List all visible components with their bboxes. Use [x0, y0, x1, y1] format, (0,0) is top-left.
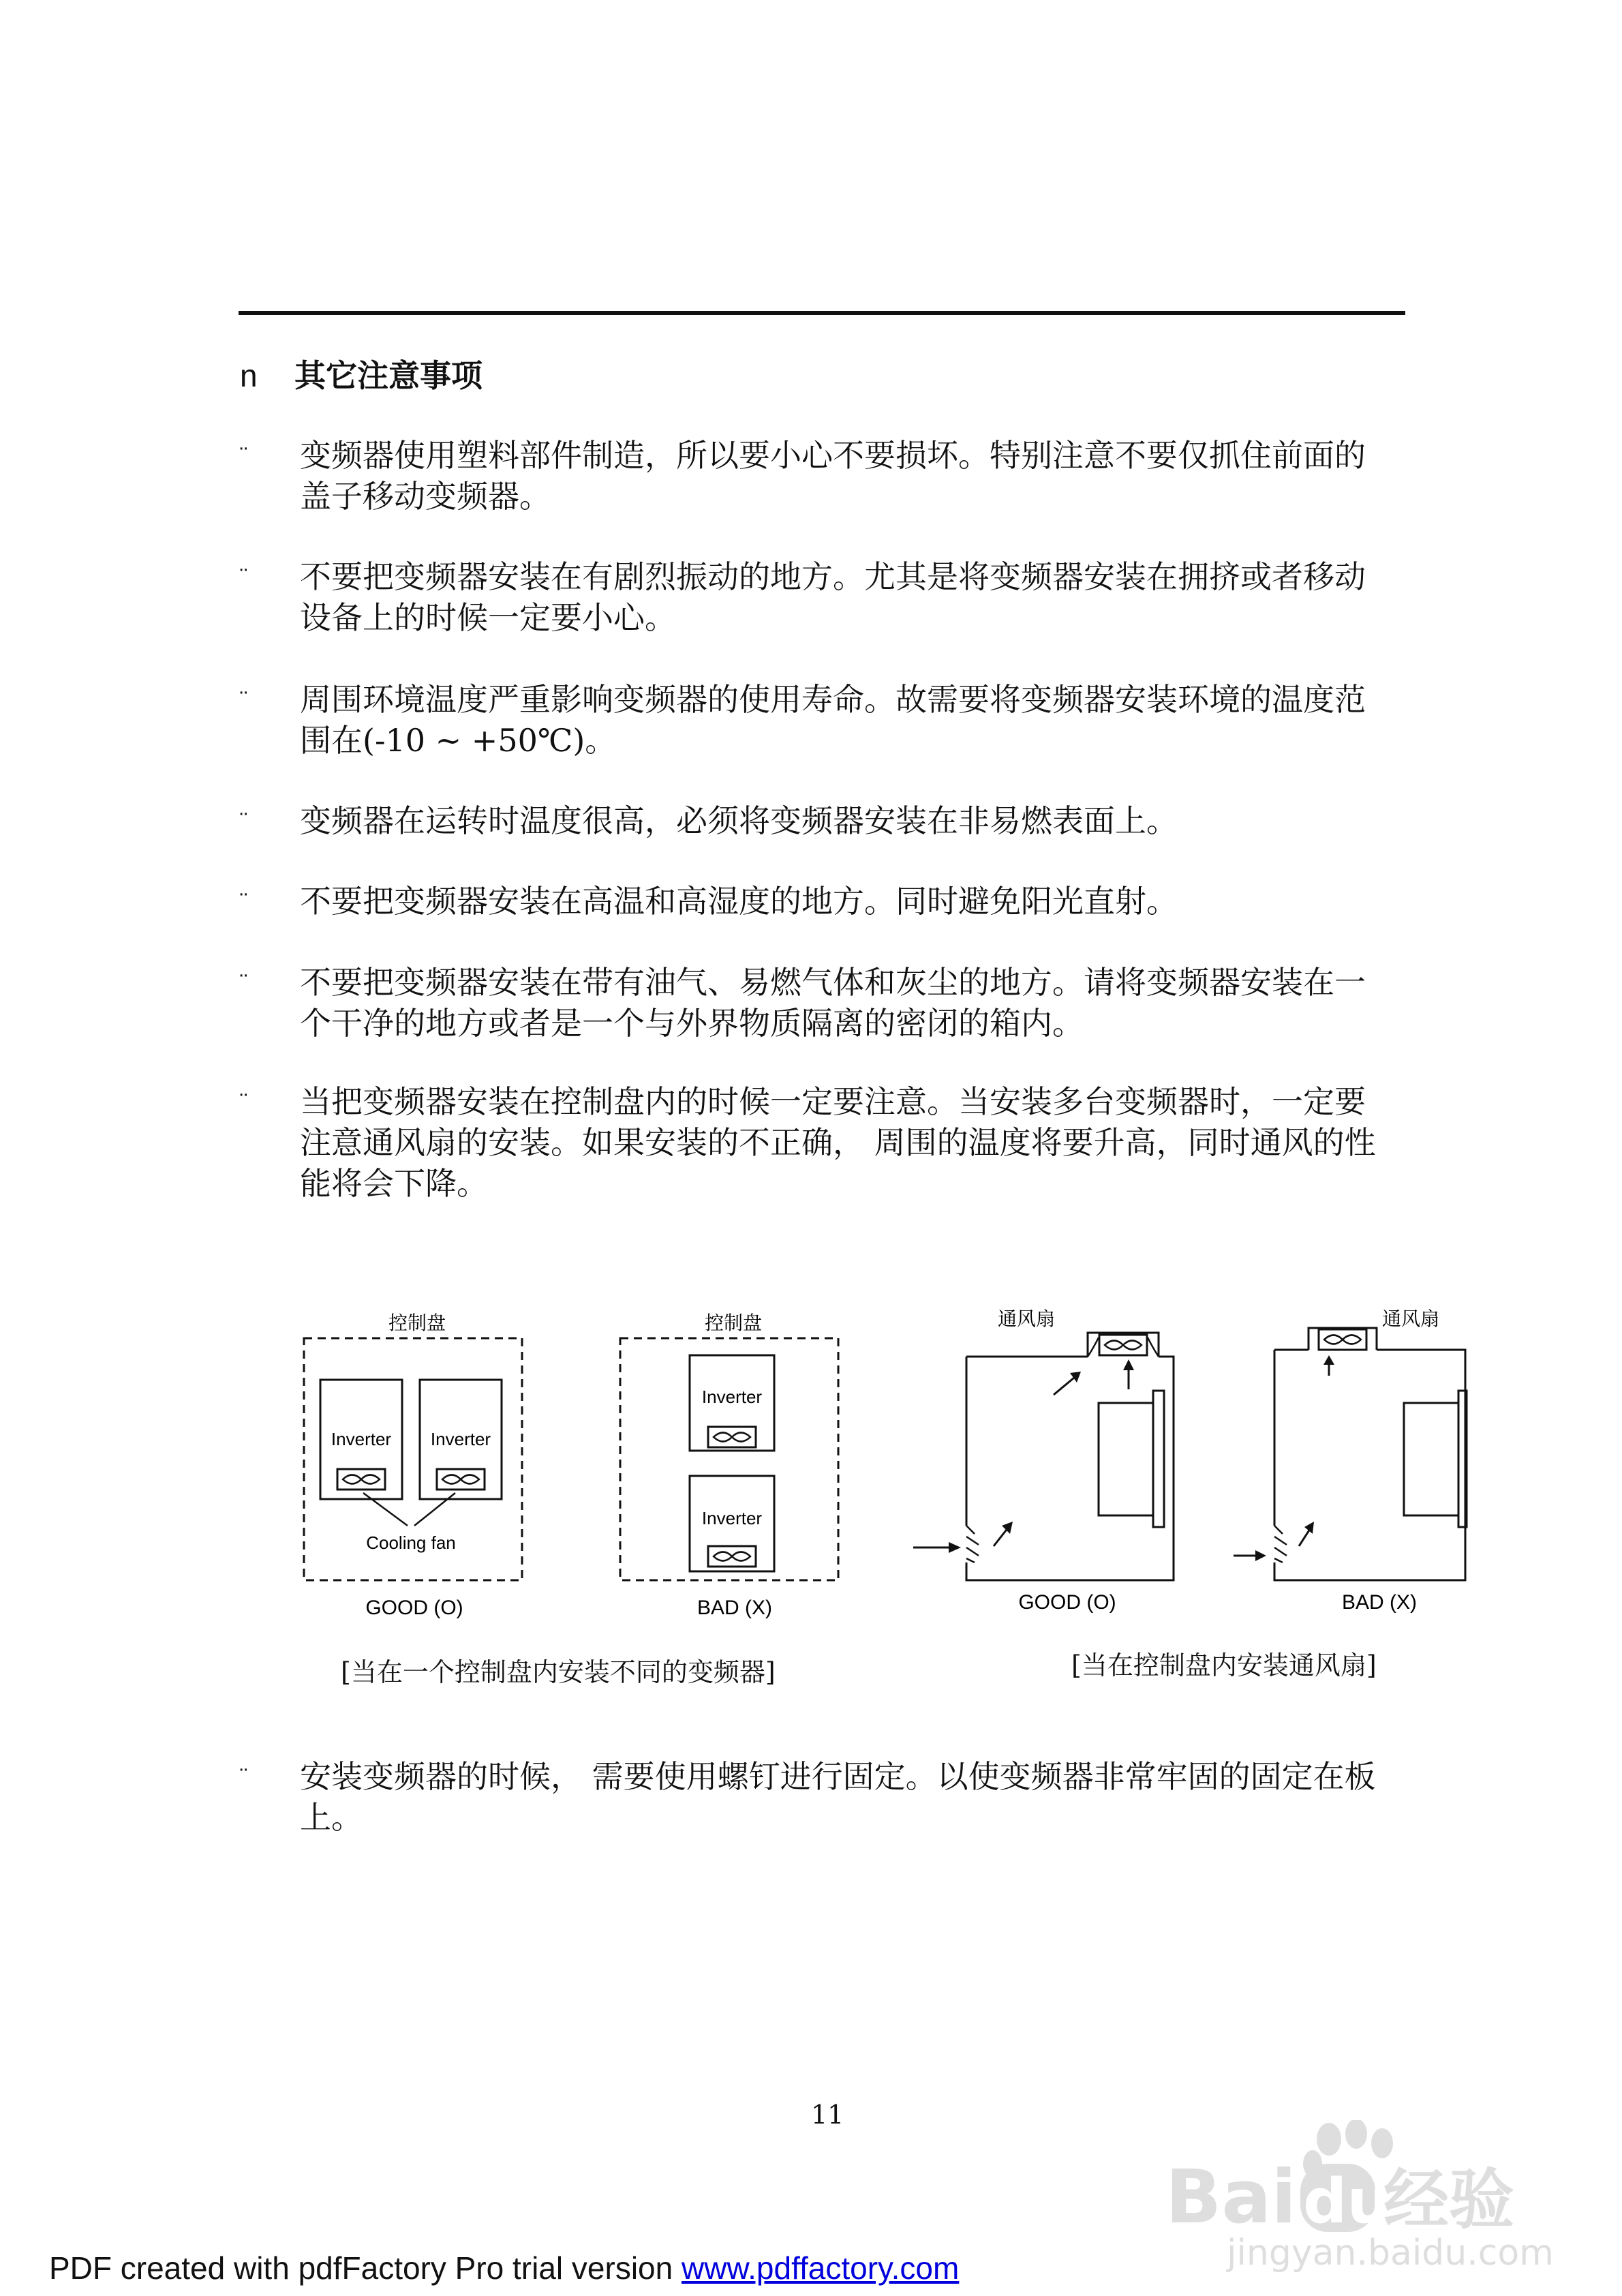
inverter-label: Inverter	[430, 1429, 491, 1449]
svg-text:du: du	[1303, 2166, 1391, 2237]
bullet-marker: ¨	[240, 1764, 248, 1790]
footer-link[interactable]: www.pdffactory.com	[682, 2250, 960, 2286]
svg-text:jingyan.baidu.com: jingyan.baidu.com	[1227, 2233, 1554, 2274]
bullet-line: 变频器使用塑料部件制造，所以要小心不要损坏。特别注意不要仅抓住前面的	[300, 437, 1366, 474]
svg-text:Bai: Bai	[1165, 2155, 1297, 2240]
vent-grille	[1274, 1526, 1287, 1562]
fan-icon	[708, 1546, 756, 1567]
bullet-line: 注意通风扇的安装。如果安装的不正确， 周围的温度将要升高，同时通风的性	[300, 1124, 1376, 1161]
inverter-box	[1099, 1403, 1153, 1515]
panel-label: 控制盘	[388, 1312, 446, 1334]
baidu-watermark-logo	[1159, 2120, 1567, 2277]
footer-text: PDF created with pdfFactory Pro trial version	[49, 2250, 682, 2286]
cooling-fan-label: Cooling fan	[366, 1532, 456, 1553]
bullet-line: 不要把变频器安装在带有油气、易燃气体和灰尘的地方。请将变频器安装在一	[300, 964, 1366, 1001]
bullet-marker: ¨	[240, 809, 248, 834]
pdf-footer	[49, 2250, 959, 2286]
bullet-line: 变频器在运转时温度很高，必须将变频器安装在非易燃表面上。	[300, 802, 1178, 839]
bullet-line: 围在(-10 ~ +50℃)。	[300, 722, 617, 759]
bullet-marker: ¨	[240, 687, 248, 713]
inverter-label: Inverter	[331, 1429, 392, 1449]
ventilation-fan-icon	[1319, 1329, 1366, 1350]
section-marker: n	[240, 358, 258, 393]
fan-icon	[437, 1469, 485, 1490]
caption-left: [当在一个控制盘内安装不同的变频器]	[341, 1657, 776, 1687]
bullet-line: 不要把变频器安装在高温和高湿度的地方。同时避免阳光直射。	[300, 883, 1178, 920]
enclosure-bad	[1274, 1350, 1465, 1580]
bad-label: BAD (X)	[1341, 1591, 1418, 1614]
bullet-marker: ¨	[240, 443, 248, 469]
svg-text:经验: 经验	[1383, 2162, 1514, 2238]
bullet-marker: ¨	[240, 1089, 248, 1115]
good-label: GOOD (O)	[1018, 1591, 1116, 1614]
bullet-marker: ¨	[240, 889, 248, 915]
enclosure-good	[966, 1357, 1174, 1580]
inverter-label: Inverter	[701, 1508, 763, 1528]
bullet-line: 不要把变频器安装在有剧烈振动的地方。尤其是将变频器安装在拥挤或者移动	[300, 558, 1366, 595]
page-number: 11	[811, 2100, 844, 2130]
bullet-line: 当把变频器安装在控制盘内的时候一定要注意。当安装多台变频器时，一定要	[300, 1083, 1366, 1120]
caption-right: [当在控制盘内安装通风扇]	[1071, 1650, 1377, 1680]
bullet-line: 设备上的时候一定要小心。	[300, 599, 676, 636]
bullet-line: 上。	[300, 1799, 363, 1836]
fan-icon	[708, 1427, 756, 1447]
section-title: 其它注意事项	[294, 357, 483, 394]
vent-grille	[966, 1526, 979, 1562]
good-label: GOOD (O)	[365, 1597, 463, 1619]
fan-icon	[337, 1469, 385, 1490]
pointer-line	[363, 1493, 408, 1526]
bad-label: BAD (X)	[697, 1597, 773, 1619]
bullet-line: 个干净的地方或者是一个与外界物质隔离的密闭的箱内。	[300, 1005, 1084, 1042]
inverter-label: Inverter	[701, 1387, 763, 1407]
bullet-line: 盖子移动变频器。	[300, 478, 551, 515]
heatsink	[1153, 1391, 1164, 1527]
panel-label: 控制盘	[704, 1312, 763, 1334]
bullet-line: 安装变频器的时候， 需要使用螺钉进行固定。以使变频器非常牢固的固定在板	[300, 1758, 1376, 1795]
inverter-box	[1404, 1403, 1458, 1515]
bullet-marker: ¨	[240, 564, 248, 590]
bullet-marker: ¨	[240, 970, 248, 996]
ventilation-fan-icon	[1099, 1335, 1147, 1355]
bullet-line: 周围环境温度严重影响变频器的使用寿命。故需要将变频器安装环境的温度范	[300, 681, 1366, 718]
control-panel-bad	[620, 1338, 838, 1580]
bullet-line: 能将会下降。	[300, 1165, 488, 1202]
fan-label: 通风扇	[997, 1308, 1056, 1330]
fan-label: 通风扇	[1381, 1308, 1440, 1330]
